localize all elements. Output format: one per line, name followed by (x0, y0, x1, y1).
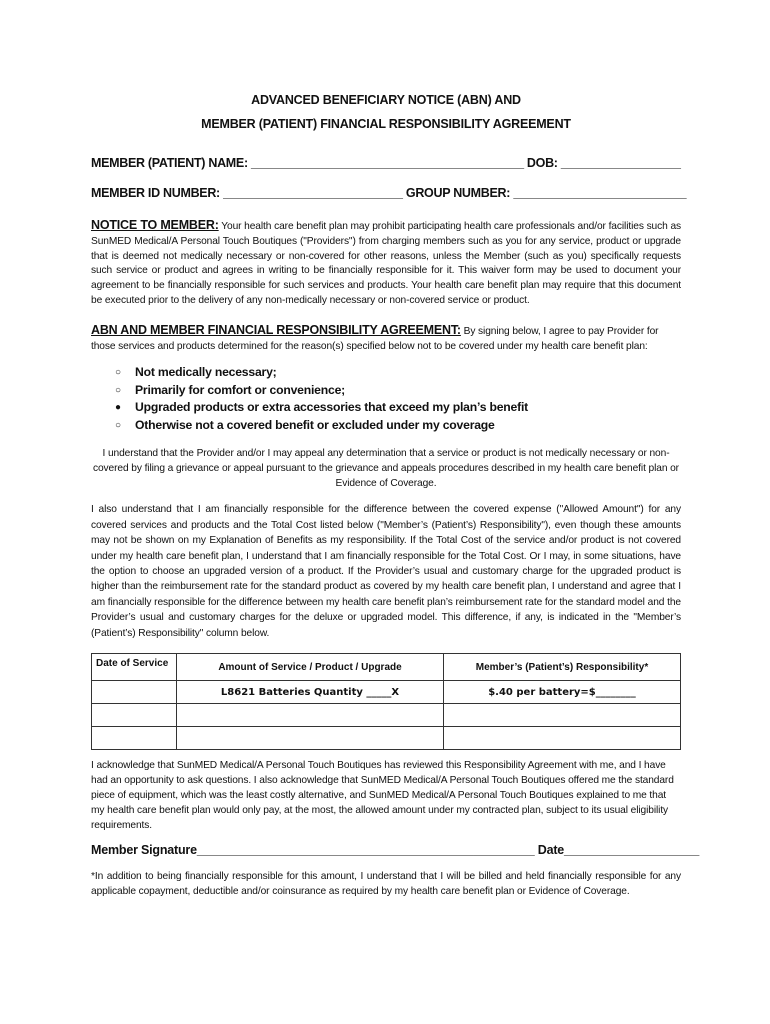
footnote: *In addition to being financially responsible for this amount, I understand that I will be billed and held financially responsible for any applicable copayment, deductible and/or coinsurance as required by my health care benefit plan or Evidence of Coverage. (91, 871, 681, 898)
member-id-label: MEMBER ID NUMBER: (91, 186, 220, 200)
member-name-row (91, 148, 681, 178)
reason-option[interactable] (115, 364, 681, 382)
member-name-field[interactable]: _________________________________________ (251, 156, 524, 170)
dob-field[interactable]: __________________ (560, 156, 681, 170)
date-label: Date (537, 843, 565, 858)
abn-document (91, 88, 700, 899)
abn-heading: ABN AND MEMBER FINANCIAL RESPONSIBILITY AGREEMENT: (91, 322, 461, 337)
table-row (92, 727, 681, 750)
amount-cell[interactable] (177, 704, 444, 727)
date-cell[interactable] (92, 704, 177, 727)
table-row (92, 681, 681, 704)
date-cell[interactable] (92, 681, 177, 704)
responsibility-table (91, 653, 681, 750)
abn-text: By signing below, I agree to pay Provider for those services and products determined for the reason(s) specified below not to be covered under my health care benefit plan: (91, 325, 659, 352)
radio-filled-icon[interactable]: ● (115, 402, 121, 414)
date-field[interactable]: ____________________ (564, 843, 700, 858)
header-date-of-service: Date of Service (92, 654, 177, 681)
reason-options (115, 364, 681, 434)
table-header-row (92, 654, 681, 681)
responsibility-cell[interactable] (444, 727, 681, 750)
abn-paragraph (91, 323, 681, 355)
acknowledgement-paragraph: I acknowledge that SunMED Medical/A Personal Touch Boutiques has reviewed this Responsibility Agreement with me, and I have had an opportunity to ask questions. I also acknowledge that SunMED Medical/A Personal Touch Boutiques offered me the standard piece of equipment, which was the least costly alternative, and SunMED Medical/A Personal Touch Boutiques explained to me that my health care benefit plan would only pay, at the most, the allowed amount under my contracted plan, subject to its usual eligibility requirements. (91, 760, 674, 832)
dob-label: DOB: (526, 156, 558, 170)
notice-paragraph (91, 218, 681, 309)
member-id-field[interactable]: ___________________________ (223, 186, 403, 200)
radio-empty-icon[interactable]: ○ (115, 384, 121, 396)
reason-option[interactable] (115, 399, 681, 417)
signature-row (91, 843, 700, 858)
notice-text: Your health care benefit plan may prohibit participating health care professionals and/or facilities such as SunMED Medical/A Personal Touch Boutiques ("Providers") from charging members such as you for any service, product or upgrade that is deemed not medically necessary or non-covered for other reasons, unless the Member (such as you) specifically requests such service or product and agrees in writing to be financially responsible for it. This waiver form may be used to document your agreement to be financially responsible for such services and products. Your health care benefit plan may require that this document be executed prior to the delivery of any non-medically necessary or non-covered service or product. (91, 221, 681, 306)
signature-field[interactable]: __________________________________________________ (196, 843, 535, 858)
notice-heading: NOTICE TO MEMBER: (91, 218, 219, 232)
amount-cell[interactable]: L8621 Batteries Quantity _____X (177, 681, 444, 704)
document-title-line1: ADVANCED BENEFICIARY NOTICE (ABN) AND (251, 93, 521, 107)
member-name-label: MEMBER (PATIENT) NAME: (91, 156, 248, 170)
group-number-field[interactable]: __________________________ (513, 186, 687, 200)
reason-option-label: Primarily for comfort or convenience; (135, 382, 345, 397)
responsibility-cell[interactable]: $.40 per battery=$________ (444, 681, 681, 704)
header-member-responsibility: Member’s (Patient’s) Responsibility* (444, 654, 681, 681)
appeal-paragraph: I understand that the Provider and/or I may appeal any determination that a service or product is not medically necessary or non-covered by filing a grievance or appeal pursuant to the grievance and appeals procedures described in my health care benefit plan or Evidence of Coverage. (93, 448, 679, 490)
member-id-row (91, 178, 687, 208)
reason-option-label: Upgraded products or extra accessories that exceed my plan’s benefit (135, 400, 529, 415)
reason-option[interactable] (115, 382, 681, 400)
header-amount-of-service: Amount of Service / Product / Upgrade (177, 654, 444, 681)
radio-empty-icon[interactable]: ○ (115, 367, 121, 379)
reason-option-label: Not medically necessary; (135, 365, 277, 380)
document-title-line2: MEMBER (PATIENT) FINANCIAL RESPONSIBILITY AGREEMENT (201, 117, 571, 131)
responsibility-cell[interactable] (444, 704, 681, 727)
date-cell[interactable] (92, 727, 177, 750)
signature-label: Member Signature (91, 843, 197, 858)
radio-empty-icon[interactable]: ○ (115, 419, 121, 431)
responsibility-paragraph: I also understand that I am financially responsible for the difference between the covered expense ("Allowed Amount") for any covered services and products and the Total Cost listed below ("Member’s (Patient’s) Responsibility"), even though these amounts may not be shown on my Explanation of Benefits as my responsibility. If the Total Cost of the service and/or product is not covered under my health care benefit plan, I understand that I am financially responsible for the Total Cost. Or I may, in some situations, have the option to choose an upgraded version of a product. If the Provider’s usual and customary charge for the upgraded product is higher than the reimbursement rate for the standard product as covered by my health care benefit plan, I understand and agree that I am financially responsible for the difference between my health care benefit plan’s reimbursement rate for the standard model and the Provider’s usual and customary charges for the deluxe or upgraded model. This difference, if any, is indicated in the "Member’s (Patient’s) Responsibility" column below. (91, 504, 681, 639)
reason-option[interactable] (115, 417, 681, 435)
table-row (92, 704, 681, 727)
group-number-label: GROUP NUMBER: (405, 186, 511, 200)
amount-cell[interactable] (177, 727, 444, 750)
reason-option-label: Otherwise not a covered benefit or excluded under my coverage (135, 417, 495, 432)
